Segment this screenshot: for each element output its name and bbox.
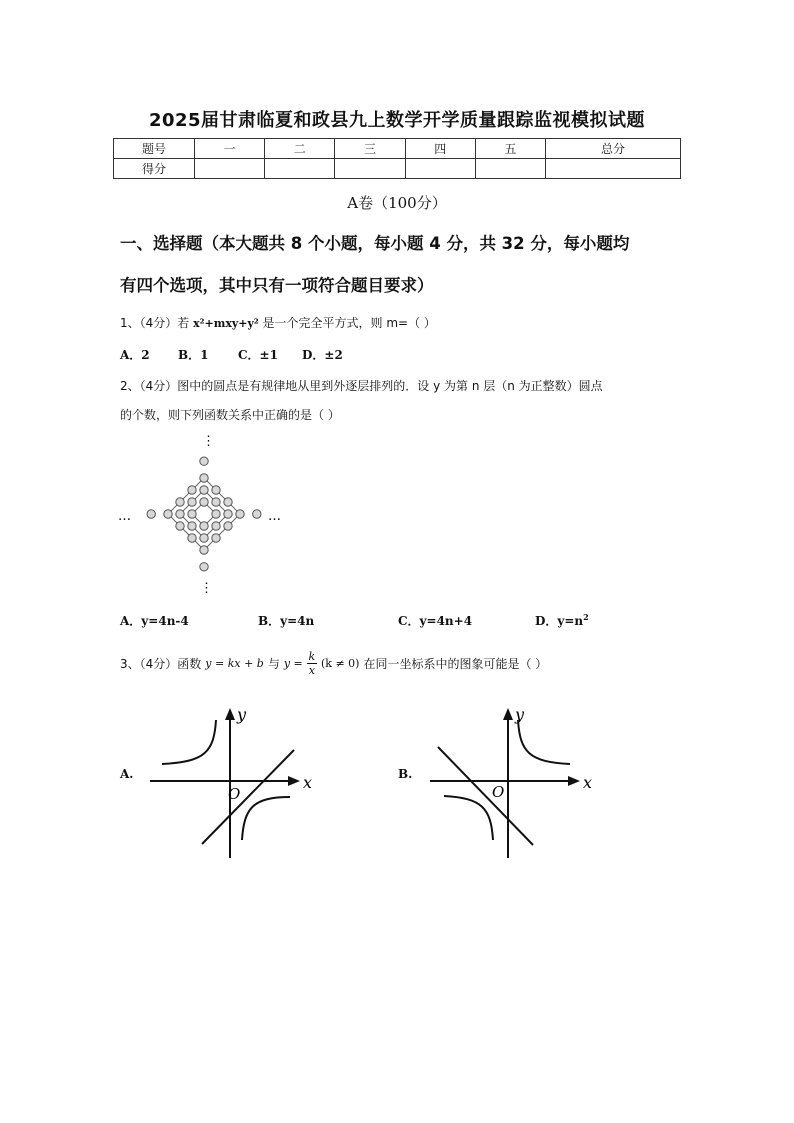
graph-option-a[interactable] (150, 700, 320, 860)
score-input-cell[interactable] (546, 159, 681, 179)
q2-option-a[interactable]: A．y=4n-4 (120, 614, 189, 628)
fraction-numerator: k (308, 649, 316, 663)
question-3-mid: 与 (267, 656, 280, 671)
layer-dot (188, 510, 196, 518)
question-2-line1: 2、（4分）图中的圆点是有规律地从里到外逐层排列的．设 y 为第 n 层（n 为正整数）圆点 (120, 379, 603, 393)
layer-dot (200, 498, 208, 506)
hyperbola-branch (162, 720, 216, 764)
question-1-prefix: 1、（4分）若 (120, 316, 190, 330)
layer-dot (224, 510, 232, 518)
left-ellipsis: … (118, 509, 131, 524)
layer-dot (212, 534, 220, 542)
layer-dot (164, 510, 172, 518)
top-ellipsis: ⋮ (202, 434, 215, 449)
y-axis-arrow (225, 708, 235, 720)
table-cell: 三 (335, 139, 405, 159)
table-cell: 二 (265, 139, 335, 159)
right-ellipsis: … (268, 509, 281, 524)
question-1-suffix: 是一个完全平方式，则 m=（ ） (262, 316, 436, 330)
score-table (113, 138, 681, 179)
fraction-denominator: x (308, 663, 315, 677)
section-heading-line1: 一、选择题（本大题共 8 个小题，每小题 4 分，共 32 分，每小题均 (120, 234, 630, 253)
table-cell: 五 (475, 139, 545, 159)
table-cell: 四 (405, 139, 475, 159)
layer-dot (200, 486, 208, 494)
score-input-cell[interactable] (265, 159, 335, 179)
layer-dot (188, 498, 196, 506)
y-axis-label: y (515, 705, 525, 724)
layer-dot (200, 546, 208, 554)
hyperbola-branch (444, 796, 493, 840)
inverse-function-lhs: y = (283, 656, 303, 670)
outer-dot (200, 457, 208, 465)
question-2-line2: 的个数，则下列函数关系中正确的是（ ） (120, 408, 340, 422)
q2-option-c[interactable]: C．y=4n+4 (398, 614, 473, 628)
layer-dot (200, 522, 208, 530)
layer-dot (200, 534, 208, 542)
outer-dot (253, 510, 261, 518)
outer-dot (200, 563, 208, 571)
q1-option-c[interactable]: C．±1 (238, 348, 278, 362)
layer-dot (200, 474, 208, 482)
layer-dot (212, 498, 220, 506)
q3-option-a-label[interactable]: A. (120, 767, 134, 781)
score-input-cell[interactable] (475, 159, 545, 179)
volume-title: A卷（100分） (347, 194, 447, 212)
question-3 (120, 645, 547, 681)
x-axis-label: x (303, 773, 313, 792)
layer-dot (188, 522, 196, 530)
layer-dot (212, 510, 220, 518)
y-axis-arrow (503, 708, 513, 720)
layered-dots-figure (112, 432, 302, 597)
layer-dot (176, 522, 184, 530)
x-axis-arrow (288, 776, 300, 786)
score-input-cell[interactable] (195, 159, 265, 179)
score-input-cell[interactable] (405, 159, 475, 179)
layer-dot (176, 510, 184, 518)
table-cell: 一 (195, 139, 265, 159)
question-1-expression: x²+mxy+y² (193, 317, 259, 330)
bottom-ellipsis: ⋮ (200, 581, 213, 596)
score-input-cell[interactable] (335, 159, 405, 179)
inverse-function-condition: (k ≠ 0) (321, 656, 360, 670)
table-cell: 总分 (546, 139, 681, 159)
origin-label: O (492, 783, 505, 801)
x-axis-arrow (568, 776, 580, 786)
layer-outline (180, 490, 228, 538)
layer-dot (212, 522, 220, 530)
q2-option-d[interactable]: D．$y=n^2$ (535, 612, 589, 628)
section-heading-line2: 有四个选项，其中只有一项符合题目要求） (120, 276, 434, 295)
origin-label: O (228, 785, 241, 803)
question-3-suffix: 在同一坐标系中的图象可能是（ ） (363, 656, 548, 671)
layer-dot (224, 522, 232, 530)
outer-dot (147, 510, 155, 518)
exam-title: 2025届甘肃临夏和政县九上数学开学质量跟踪监视模拟试题 (148, 110, 646, 131)
q1-option-b[interactable]: B．1 (178, 348, 209, 362)
linear-function: y = kx + b (205, 656, 264, 670)
question-3-prefix: 3、（4分）函数 (120, 656, 202, 671)
q2-option-b[interactable]: B．y=4n (258, 614, 315, 628)
layer-dot (176, 498, 184, 506)
layer-dot (212, 486, 220, 494)
dot-layers (147, 457, 261, 571)
y-axis-label: y (237, 705, 247, 724)
layer-dot (236, 510, 244, 518)
layer-dot (224, 498, 232, 506)
q1-option-d[interactable]: D．±2 (302, 348, 343, 362)
graph-option-b[interactable] (430, 700, 600, 860)
question-1 (120, 314, 436, 331)
fraction (307, 650, 317, 677)
q3-option-b-label[interactable]: B. (398, 767, 413, 781)
hyperbola-branch (242, 797, 290, 840)
table-cell: 得分 (114, 159, 195, 179)
layer-dot (188, 486, 196, 494)
q1-option-a[interactable]: A．2 (120, 348, 150, 362)
layer-dot (188, 534, 196, 542)
table-cell: 题号 (114, 139, 195, 159)
score-table-score-row (114, 159, 681, 179)
score-table-header-row (114, 139, 681, 159)
x-axis-label: x (583, 773, 593, 792)
hyperbola-branch (518, 720, 570, 764)
